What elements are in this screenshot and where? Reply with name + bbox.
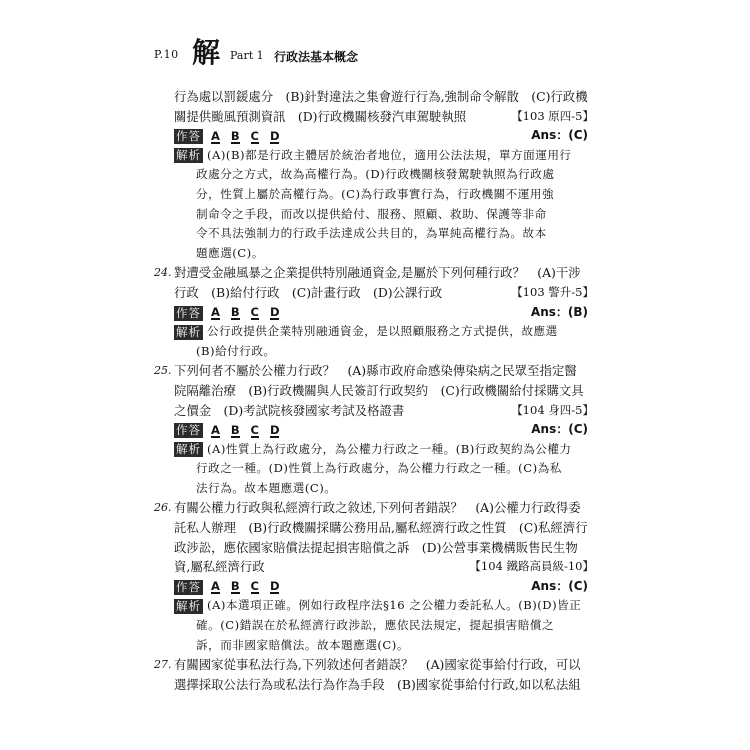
analysis-line (154, 165, 594, 185)
source-reference: 【104 身四-5】 (511, 402, 594, 417)
option-d: D (269, 422, 280, 437)
page-number: P.10 (154, 48, 179, 61)
question-text (154, 675, 594, 695)
answer-key: Ans：(C) (531, 422, 588, 437)
option-d: D (269, 128, 280, 143)
analysis-text: (A)本選項正確。例如行政程序法§16 之公權力委託私人。(B)(D)皆正 (207, 598, 582, 613)
analysis-line (154, 322, 594, 342)
analysis-line (154, 146, 594, 166)
question-text (154, 557, 594, 577)
analysis-line (154, 224, 594, 244)
answer-label: 作答 (176, 579, 201, 594)
answer-key: Ans：(C) (531, 128, 588, 143)
analysis-label: 解析 (176, 442, 201, 457)
page-header (154, 36, 614, 76)
option-c: C (250, 579, 259, 594)
answer-key: Ans：(C) (531, 578, 588, 593)
question-line: 之價金 (D)考試院核發國家考試及格證書 (174, 402, 405, 418)
question-text (154, 263, 594, 283)
option-b: B (230, 128, 240, 143)
question-line: 有關國家從事私法行為,下列敘述何者錯誤？ (A)國家從事給付行政，可以 (174, 657, 581, 673)
part-label: Part 1 (230, 49, 264, 62)
analysis-text: 行政之一種。(D)性質上為行政處分，為公權力行政之一種。(C)為私 (196, 461, 562, 476)
answer-label: 作答 (176, 305, 201, 320)
analysis-text: 分，性質上屬於高權行為。(C)為行政事實行為，行政機關不運用強 (196, 186, 555, 201)
question-line: 關提供颱風預測資訊 (D)行政機關核發汽車駕駛執照 (174, 108, 467, 124)
answer-label: 作答 (176, 423, 201, 438)
analysis-line (154, 244, 594, 264)
chapter-title: 行政法基本概念 (274, 50, 359, 64)
analysis-text: 制命令之手段，而改以提供給付、服務、照顧、救助、保護等非命 (196, 206, 547, 221)
source-reference: 【103 警升-5】 (511, 284, 594, 299)
analysis-label: 解析 (176, 598, 201, 613)
question-line: 資,屬私經濟行政 (174, 559, 265, 575)
option-b: B (230, 305, 240, 320)
question-line: 政涉訟，應依國家賠償法提起損害賠償之訴 (D)公營事業機構販售民生物 (174, 539, 578, 555)
question-line: 下列何者不屬於公權力行政？ (A)縣市政府命感染傳染病之民眾至指定醫 (174, 363, 577, 379)
source-reference: 【103 原四-5】 (511, 108, 594, 123)
analysis-line (154, 596, 594, 616)
analysis-text: 政處分之方式，故為高權行為。(D)行政機關核發駕駛執照為行政處 (196, 167, 555, 182)
answer-key: Ans：(B) (530, 304, 588, 319)
question-text (154, 107, 594, 127)
question-line: 有關公權力行政與私經濟行政之敘述,下列何者錯誤？ (A)公權力行政得委 (174, 500, 581, 516)
analysis-line (154, 636, 594, 656)
question-number: 26. (154, 501, 172, 515)
question-text (154, 87, 594, 107)
question-number: 25. (154, 364, 172, 378)
answer-row (154, 303, 594, 323)
analysis-line (154, 342, 594, 362)
analysis-line (154, 205, 594, 225)
analysis-text: 公行政提供企業特別融通資金，是以照顧服務之方式提供，故應選 (207, 324, 558, 339)
analysis-text: (A)性質上為行政處分，為公權力行政之一種。(B)行政契約為公權力 (207, 441, 572, 456)
question-text (154, 538, 594, 558)
analysis-label: 解析 (176, 148, 201, 163)
analysis-text: (A)(B)都是行政主體居於統治者地位，適用公法法規，單方面運用行 (207, 147, 572, 162)
option-b: B (230, 579, 240, 594)
analysis-line (154, 185, 594, 205)
analysis-label: 解析 (176, 324, 201, 339)
source-reference: 【104 鐵路高員級-10】 (469, 559, 594, 574)
page-content (154, 87, 594, 694)
section-kanji: 解 (192, 36, 221, 69)
analysis-line (154, 440, 594, 460)
answer-label: 作答 (176, 129, 201, 144)
question-text (154, 655, 594, 675)
question-line: 行為處以罰鍰處分 (B)針對違法之集會遊行行為,強制命令解散 (C)行政機 (174, 89, 588, 104)
question-text (154, 283, 594, 303)
analysis-text: 令不具法強制力的行政手法達成公共目的，為單純高權行為。故本 (196, 226, 547, 241)
option-d: D (269, 579, 280, 594)
option-c: C (250, 128, 259, 143)
question-line: 行政 (B)給付行政 (C)計畫行政 (D)公課行政 (174, 284, 443, 300)
option-a: A (210, 422, 220, 437)
question-text (154, 498, 594, 518)
question-line: 院隔離治療 (B)行政機關與人民簽訂行政契約 (C)行政機關給付採購文具 (174, 382, 584, 398)
question-line: 託私人辦理 (B)行政機關採購公務用品,屬私經濟行政之性質 (C)私經濟行 (174, 520, 588, 536)
option-a: A (210, 128, 220, 143)
question-text (154, 381, 594, 401)
option-c: C (250, 305, 259, 320)
analysis-text: 訴，而非國家賠償法。故本題應選(C)。 (196, 637, 409, 652)
option-c: C (250, 422, 259, 437)
option-d: D (269, 305, 280, 320)
question-number: 24. (154, 266, 172, 280)
analysis-line (154, 459, 594, 479)
analysis-text: 題應選(C)。 (196, 245, 264, 260)
question-text (154, 518, 594, 538)
analysis-line (154, 479, 594, 499)
analysis-text: (B)給付行政。 (196, 343, 276, 358)
option-a: A (210, 579, 220, 594)
option-a: A (210, 305, 220, 320)
question-number: 27. (154, 658, 172, 672)
question-line: 對遭受金融風暴之企業提供特別融通資金,是屬於下列何種行政？ (A)干涉 (174, 265, 581, 281)
question-text (154, 361, 594, 381)
question-line: 選擇採取公法行為或私法行為作為手段 (B)國家從事給付行政,如以私法組 (174, 676, 581, 692)
question-text (154, 401, 594, 421)
answer-row (154, 126, 594, 146)
answer-row (154, 577, 594, 597)
analysis-text: 確。(C)錯誤在於私經濟行政涉訟，應依民法規定，提起損害賠償之 (196, 618, 555, 633)
option-b: B (230, 422, 240, 437)
analysis-line (154, 616, 594, 636)
answer-row (154, 420, 594, 440)
analysis-text: 法行為。故本題應選(C)。 (196, 480, 337, 495)
